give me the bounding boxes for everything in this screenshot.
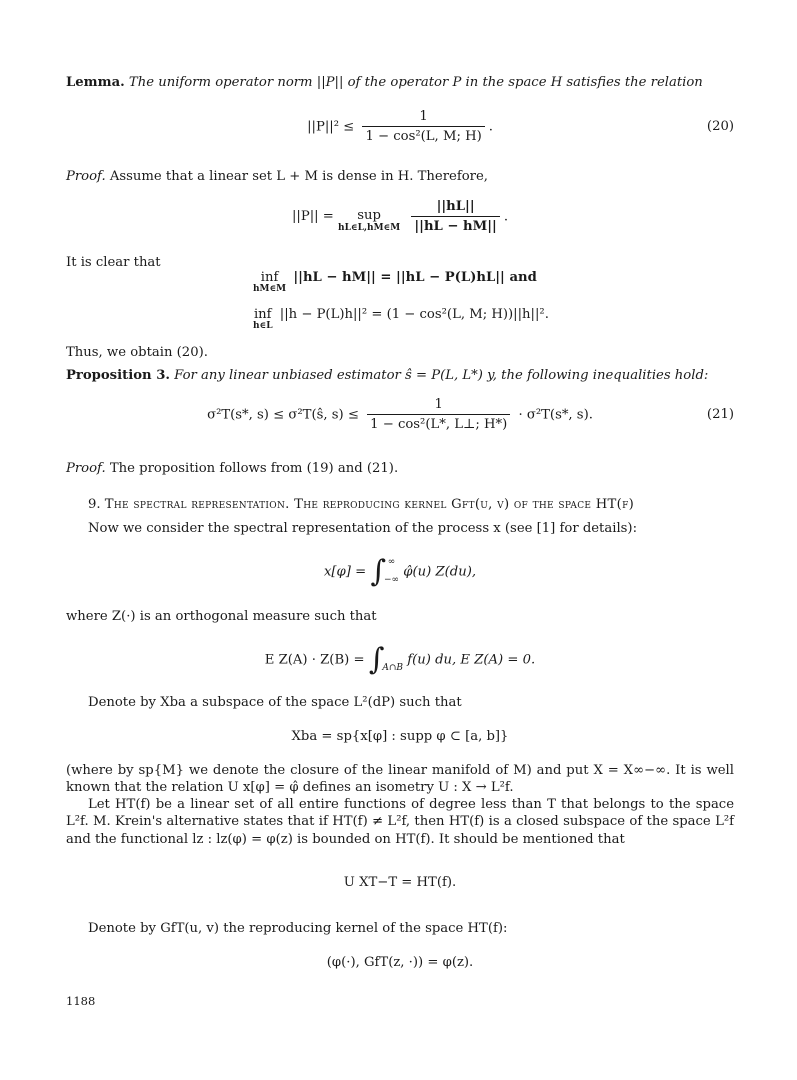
page-number: 1188 — [66, 994, 96, 1008]
integral-limits: A∩B — [382, 662, 404, 673]
proof-paragraph-2: Proof. The proposition follows from (19) and (21). — [66, 461, 399, 476]
kernel-equation: (φ(·), GfT(z, ·)) = φ(z). — [326, 955, 474, 970]
section-9-heading — [66, 496, 734, 513]
subspace-text: Denote by Xba a subspace of the space L²(dP) such that — [88, 695, 462, 710]
equation-number: (21) — [706, 407, 734, 422]
lemma-text: The uniform operator norm ||P|| of the operator P in the space H satisfies the relation — [128, 75, 703, 90]
equation-number: (20) — [706, 119, 734, 134]
proof-label: Proof. — [66, 461, 106, 476]
integral-sign: ∫ — [370, 554, 386, 589]
section-number: 9. — [88, 497, 101, 512]
sup-operator: sup hL∈L,hM∈M — [338, 208, 401, 233]
integral-limits: ∞ −∞ — [384, 556, 400, 585]
paragraph-krein: Let HT(f) be a linear set of all entire functions of degree less than T that belongs to the space L²f. M. Krein's alternative states that if HT(f) ≠ L²f, then HT(f) is a closed subspace of the space L²f and the functional lz : lz(φ) = φ(z) is bounded on HT(f). It should be mentioned that — [66, 797, 734, 847]
proposition-label: Proposition 3. — [66, 368, 170, 383]
proposition-3 — [66, 367, 734, 384]
fraction: $\frac{||hL||}{||hL - hM||}$ — [411, 198, 499, 236]
section-title: The spectral representation. The reproducing kernel Gft(u, v) of the space HT(f) — [104, 497, 635, 512]
measure-equation: E Z(A) · Z(B) = ∫ A∩B f(u) du, E Z(A) = 0. — [264, 642, 536, 677]
norm-equation: ||P|| = sup hL∈L,hM∈M $\frac{||hL||}{||hL - hM||}$ . — [291, 199, 509, 235]
equation-20: ||P||² ≤ $\frac{1}{\text{1 − cos²(L, M; H)}}$ . (20) — [307, 109, 734, 145]
lemma-statement — [66, 74, 734, 91]
integral-sign: ∫ — [368, 642, 385, 677]
isometry-equation: U XT−T = HT(f). — [343, 875, 457, 890]
thus-text: Thus, we obtain (20). — [66, 345, 208, 360]
proof-label: Proof. — [66, 169, 106, 184]
proposition-text: For any linear unbiased estimator ŝ = P(L, L*) y, the following inequalities hold: — [174, 368, 709, 383]
lemma-label: Lemma. — [66, 75, 125, 90]
subspace-equation: Xba = sp{x[φ] : supp φ ⊂ [a, b]} — [291, 729, 509, 744]
paragraph-closure: (where by sp{M} we denote the closure of the linear manifold of M) and put X = X∞−∞. It is well known that the relation U x[φ] = φ̂ defines an isometry U : X → L²f. — [66, 763, 734, 796]
equation-21: σ²T(s*, s) ≤ σ²T(ŝ, s) ≤ $\frac{1}{\text{1 − cos²(L*, L⊥; H*)}}$ · σ²T(s*, s). (21) — [207, 397, 734, 433]
clear-text: It is clear that — [66, 255, 161, 270]
inf-equation-b: inf h∈L ||h − P(L)h||² = (1 − cos²(L, M; H))||h||². — [253, 307, 549, 332]
proof-paragraph: Proof. Assume that a linear set L + M is dense in H. Therefore, — [66, 169, 488, 184]
kernel-text: Denote by GfT(u, v) the reproducing kernel of the space HT(f): — [88, 921, 508, 936]
where-text: where Z(·) is an orthogonal measure such that — [66, 609, 377, 624]
spectral-intro: Now we consider the spectral representation of the process x (see [1] for details): — [88, 521, 638, 536]
fraction: $\frac{1}{\text{1 − cos²(L*, L⊥; H*)}}$ — [367, 396, 510, 434]
spectral-equation: x[φ] = ∫ ∞ −∞ φ̂(u) Z(du), — [323, 554, 477, 589]
inf-operator: inf hM∈M — [253, 270, 287, 295]
inf-operator: inf h∈L — [253, 307, 273, 332]
fraction: $\frac{1}{\text{1 − cos²(L, M; H)}}$ — [362, 108, 484, 146]
inf-equation-a: inf hM∈M ||hL − hM|| = ||hL − P(L)hL|| and — [253, 270, 537, 295]
